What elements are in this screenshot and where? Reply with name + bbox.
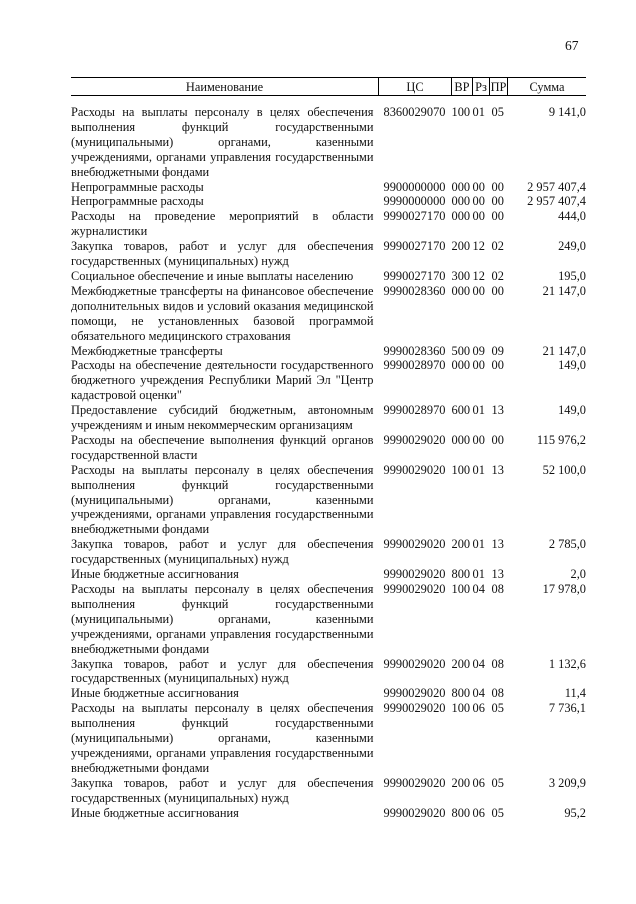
cell-name: Межбюджетные трансферты на финансовое обеспечение дополнительных видов и условий оказания медицинской помощи, не установленных базовой программой обязательного медицинского страхования — [71, 283, 374, 343]
cell-pr: 05 — [491, 701, 504, 716]
cell-cs: 9990028360 — [383, 343, 446, 358]
cell-rz: 01 — [472, 403, 485, 418]
cell-rz: 00 — [472, 194, 485, 209]
cell-vr: 800 — [451, 686, 471, 701]
cell-cs: 8360029070 — [383, 105, 446, 119]
cell-rz: 06 — [472, 775, 485, 790]
cell-pr: 13 — [491, 567, 504, 582]
header-cs: ЦС — [379, 78, 452, 96]
cell-vr: 100 — [451, 462, 471, 477]
cell-sum: 195,0 — [558, 268, 586, 283]
cell-sum: 2 957 407,4 — [527, 179, 586, 194]
cell-sum: 115 976,2 — [536, 432, 586, 447]
cell-vr: 600 — [451, 403, 471, 418]
table-row — [71, 344, 586, 359]
cell-vr: 200 — [451, 775, 471, 790]
cell-vr: 200 — [451, 239, 471, 254]
table-row — [71, 358, 586, 403]
table-row — [71, 96, 586, 180]
cell-vr: 000 — [451, 283, 471, 298]
cell-sum: 3 209,9 — [548, 775, 586, 790]
cell-sum: 9 141,0 — [548, 105, 586, 119]
cell-cs: 9990029020 — [383, 462, 446, 477]
cell-cs: 9990028970 — [383, 403, 446, 418]
header-sum: Сумма — [508, 78, 587, 96]
table-row — [71, 776, 586, 806]
cell-pr: 02 — [491, 239, 504, 254]
cell-name: Расходы на обеспечение выполнения функций органов государственной власти — [71, 432, 374, 462]
cell-cs: 9990029020 — [383, 701, 446, 716]
cell-sum: 2 785,0 — [548, 537, 586, 552]
table-row — [71, 239, 586, 269]
cell-sum: 149,0 — [558, 403, 586, 418]
cell-pr: 00 — [491, 194, 504, 209]
cell-rz: 00 — [472, 209, 485, 224]
cell-name: Социальное обеспечение и иные выплаты населению — [71, 268, 354, 283]
cell-vr: 100 — [451, 701, 471, 716]
cell-vr: 100 — [451, 582, 471, 596]
cell-vr: 000 — [451, 432, 471, 447]
table-header-row — [71, 78, 586, 96]
header-name: Наименование — [71, 78, 379, 96]
cell-name: Расходы на выплаты персоналу в целях обеспечения выполнения функций государственными (муниципальными) органами, казенными учреждениями, органами управления государственными внебюджетными фондами — [71, 701, 374, 775]
cell-name: Иные бюджетные ассигнования — [71, 567, 239, 582]
cell-rz: 04 — [472, 656, 485, 671]
cell-sum: 149,0 — [558, 358, 586, 373]
cell-sum: 21 147,0 — [542, 343, 586, 358]
cell-rz: 01 — [472, 105, 485, 119]
cell-vr: 200 — [451, 656, 471, 671]
cell-pr: 05 — [491, 105, 504, 119]
table-body — [71, 96, 586, 821]
cell-vr: 200 — [451, 537, 471, 552]
cell-name: Расходы на выплаты персоналу в целях обеспечения выполнения функций государственными (муниципальными) органами, казенными учреждениями, органами управления государственными внебюджетными фондами — [71, 462, 374, 537]
cell-cs: 9990029020 — [383, 567, 446, 582]
cell-name: Закупка товаров, работ и услуг для обеспечения государственных (муниципальных) нужд — [71, 239, 374, 269]
cell-cs: 9990029020 — [383, 432, 446, 447]
cell-rz: 06 — [472, 701, 485, 716]
cell-vr: 500 — [451, 343, 471, 358]
cell-vr: 300 — [451, 268, 471, 283]
cell-cs: 9990028360 — [383, 283, 446, 298]
cell-cs: 9990027170 — [383, 268, 446, 283]
cell-pr: 05 — [491, 775, 504, 790]
cell-sum: 7 736,1 — [548, 701, 586, 716]
cell-rz: 06 — [472, 805, 485, 820]
cell-pr: 08 — [491, 656, 504, 671]
cell-rz: 04 — [472, 582, 485, 596]
cell-rz: 00 — [472, 358, 485, 373]
table-row — [71, 269, 586, 284]
cell-vr: 000 — [451, 358, 471, 373]
cell-sum: 444,0 — [558, 209, 586, 224]
cell-cs: 9900000000 — [383, 179, 446, 194]
cell-name: Непрограммные расходы — [71, 194, 204, 209]
cell-vr: 000 — [451, 194, 471, 209]
table-row — [71, 433, 586, 463]
header-rz: Рз — [473, 78, 490, 96]
cell-cs: 9990028970 — [383, 358, 446, 373]
header-pr: ПР — [490, 79, 507, 94]
cell-rz: 12 — [472, 268, 485, 283]
cell-name: Иные бюджетные ассигнования — [71, 805, 239, 820]
table-row — [71, 806, 586, 821]
cell-sum: 17 978,0 — [542, 582, 586, 596]
cell-sum: 21 147,0 — [542, 283, 586, 298]
cell-rz: 12 — [472, 239, 485, 254]
cell-pr: 02 — [491, 268, 504, 283]
table-row — [71, 537, 586, 567]
cell-cs: 9990029020 — [383, 582, 446, 596]
cell-sum: 2 957 407,4 — [527, 194, 586, 209]
cell-name: Закупка товаров, работ и услуг для обеспечения государственных (муниципальных) нужд — [71, 537, 374, 567]
cell-sum: 11,4 — [564, 686, 586, 701]
cell-sum: 95,2 — [564, 805, 586, 820]
cell-vr: 800 — [451, 805, 471, 820]
cell-pr: 13 — [491, 403, 504, 418]
table-row — [71, 701, 586, 776]
cell-name: Иные бюджетные ассигнования — [71, 686, 239, 701]
cell-rz: 01 — [472, 537, 485, 552]
page-number: 67 — [565, 38, 579, 53]
cell-sum: 2,0 — [570, 567, 586, 582]
table-row — [71, 657, 586, 687]
cell-name: Межбюджетные трансферты — [71, 343, 223, 358]
cell-rz: 04 — [472, 686, 485, 701]
cell-rz: 01 — [472, 567, 485, 582]
cell-rz: 00 — [472, 179, 485, 194]
cell-name: Расходы на выплаты персоналу в целях обеспечения выполнения функций государственными (муниципальными) органами, казенными учреждениями, органами управления государственными внебюджетными фондами — [71, 582, 374, 656]
cell-pr: 00 — [491, 209, 504, 224]
cell-sum: 249,0 — [558, 239, 586, 254]
cell-name: Расходы на проведение мероприятий в области журналистики — [71, 209, 374, 239]
table-row — [71, 567, 586, 582]
table-row — [71, 582, 586, 657]
cell-cs: 9990029020 — [383, 805, 446, 820]
cell-name: Закупка товаров, работ и услуг для обеспечения государственных (муниципальных) нужд — [71, 656, 374, 686]
cell-pr: 13 — [491, 462, 504, 477]
cell-pr: 00 — [491, 179, 504, 194]
table-row — [71, 403, 586, 433]
cell-cs: 9990027170 — [383, 209, 446, 224]
cell-rz: 00 — [472, 432, 485, 447]
cell-name: Расходы на выплаты персоналу в целях обеспечения выполнения функций государственными (муниципальными) органами, казенными учреждениями, органами управления государственными внебюджетными фондами — [71, 105, 374, 179]
cell-rz: 09 — [472, 343, 485, 358]
cell-rz: 01 — [472, 462, 485, 477]
table-row — [71, 194, 586, 209]
cell-pr: 00 — [491, 358, 504, 373]
cell-cs: 9990029020 — [383, 775, 446, 790]
header-vr: ВР — [452, 78, 473, 96]
cell-sum: 1 132,6 — [548, 656, 586, 671]
table-row — [71, 284, 586, 344]
table-row — [71, 686, 586, 701]
cell-rz: 00 — [472, 283, 485, 298]
cell-pr: 00 — [491, 283, 504, 298]
cell-vr: 000 — [451, 179, 471, 194]
budget-table — [71, 77, 586, 821]
table-row — [71, 463, 586, 538]
table-row — [71, 209, 586, 239]
cell-cs: 9990029020 — [383, 537, 446, 552]
cell-name: Предоставление субсидий бюджетным, автономным учреждениям и иным некоммерческим организациям — [71, 403, 374, 433]
cell-cs: 9990029020 — [383, 656, 446, 671]
cell-pr: 13 — [491, 537, 504, 552]
cell-name: Закупка товаров, работ и услуг для обеспечения государственных (муниципальных) нужд — [71, 775, 374, 805]
cell-name: Расходы на обеспечение деятельности государственного бюджетного учреждения Республики Марий Эл "Центр кадастровой оценки" — [71, 358, 374, 403]
cell-cs: 9990000000 — [383, 194, 446, 209]
cell-pr: 08 — [491, 686, 504, 701]
cell-pr: 00 — [491, 432, 504, 447]
cell-cs: 9990029020 — [383, 686, 446, 701]
cell-vr: 100 — [451, 105, 471, 119]
cell-pr: 08 — [491, 582, 504, 596]
cell-cs: 9990027170 — [383, 239, 446, 254]
cell-sum: 52 100,0 — [542, 462, 586, 477]
cell-name: Непрограммные расходы — [71, 179, 204, 194]
cell-vr: 800 — [451, 567, 471, 582]
cell-vr: 000 — [451, 209, 471, 224]
table-row — [71, 180, 586, 195]
cell-pr: 09 — [491, 343, 504, 358]
cell-pr: 05 — [491, 805, 504, 820]
